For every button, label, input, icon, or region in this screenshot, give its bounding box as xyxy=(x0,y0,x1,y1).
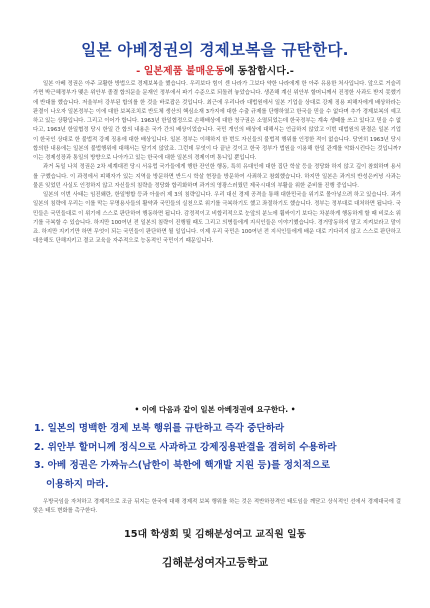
statement-body xyxy=(33,80,401,378)
subtitle-prefix: - xyxy=(136,66,144,77)
demand-item-3-continued: 이용하지 마라. xyxy=(46,478,109,490)
demand-item-2: 2. 위안부 할머니께 정식으로 사과하고 강제징용판결을 겸허히 수용하라 xyxy=(34,441,337,453)
page-title: 일본 아베정권의 경제보복을 규탄한다. xyxy=(81,41,349,59)
body-paragraph-3: 일본의 이번 사태는 임진왜란, 한일병합 등과 아울러 제 3의 침략입니다. 우리 대신 경제 공격을 통해 대한민국을 위기로 몰아넣으려 하고 있습니다. 과거 일본의 침략에 우리는 이를 막는 무명용사들의 활약과 국민들의 실천으로 위기를 극복하기도 했고 좌절하기도 했습니다. 정부는 정부대로 대처하면 됩니다. 국민들은 국민들대로 이 위기에 스스로 판단하여 행동하면 됩니다. 감정적이고 비합리적으로 눈앞의 분노에 휩싸이기 보다는 차분하게 행동하게 할 때 비로소 위기를 극복할 수 있습니다. 하지만 100여년 전 일본의 침략이 진행될 때도 그리고 의병들에게 지식인들은 이야기했습니다. 경거망동하지 말고 지켜보라고 말이죠. 하지만 지키기만 하면 무엇이 되는 국민들이 판단하면 될 일입니다. 이제 우리 국민은 100여년 전 지식인들에게 배운 대로 기다리지 않고 스스로 판단하고 대응해도 단해지키고 결코 교육을 자주적으로 능동적인 국민이기 때문입니다. xyxy=(33,192,401,245)
demand-item-1: 1. 일본의 명백한 경제 보복 행위를 규탄하고 즉각 중단하라 xyxy=(34,423,285,434)
school-name: 김해분성여자고등학교 xyxy=(161,556,269,569)
signatories-line: 15대 학생회 및 김해분성여고 교직원 일동 xyxy=(123,529,307,540)
closing-statement xyxy=(33,498,401,520)
page-subtitle xyxy=(0,62,430,77)
demands-intro: • 이에 다음과 같이 일본 아베정권에 요구한다. • xyxy=(134,405,296,414)
subtitle-suffix: 에 동참합시다.- xyxy=(224,66,294,77)
demands-list xyxy=(34,420,414,494)
body-paragraph-2: 과거 독일 나치 정권은 2차 세계대전 당시 서유럽 국가들에게 행한 잔인한 행동, 특히 유대인에 대한 집단 학살 등을 정당화 하지 않고 깊이 참회하며 용서를 구했습니다. 이 과정에서 피해자가 있는 지역을 방문하면 반드시 학살 현장을 방문하여 사죄하고 참회했습니다. 하지만 일본은 과거의 반성은커녕 사과는 물론 잊었던 사실도 인정하지 않고 자신들의 침략을 정당화 합리화하며 과거의 영광스러웠던 제국시대의 부활을 위한 준비를 진행 중입니다. xyxy=(33,164,401,189)
demand-item-3: 3. 아베 정권은 가짜뉴스(남한이 북한에 핵개발 지원 등)를 정치적으로 xyxy=(34,460,331,471)
closing-text: 우방국임을 자처하고 경제적으로 조금 뒤지는 한국에 대해 경제적 보복 행위를 하는 것은 적반하장격인 태도임을 깨닫고 상식적인 선에서 경제대국에 걸맞은 태도 변화를 촉구한다. xyxy=(33,499,401,515)
subtitle-highlight: 일본제품 불매운동 xyxy=(143,66,225,77)
body-paragraph-1: 일본 아베 정권은 아주 교활한 방법으로 경제보복을 했습니다. 우리보다 힘이 센 나라가 그보다 약한 나라에게 한 아주 유용한 처사입니다. 앞으로 거슬리 가면 박근혜정부가 맺은 위안부 졸결 합의문을 문재인 정부에서 파기 수준으로 되돌려 놓았습니다. 생존해 계신 위안부 할머니께서 진정한 사과도 받지 못했기에 반대를 했습니다. 저울부터 강부된 합의를 한 것을 바로잡은 것입니다. 최근에 우리나라 대법원에서 일본 기업을 상대로 강제 징용 피해자에게 배상하라는 판결이 나오자 일본정부는 이에 대한 보복조치로 반도체 생산의 핵심소재 3가지에 대한 수출 규제를 단행하였고 한국을 믿을 수 없다며 추가 경제보복의 예고하고 있는 상황입니다. 그리고 이어가 합니다. 1963년 한일협정으로 손해배상에 대한 청구권은 소멸되었는데 한국정부는 계속 생떼를 쓰고 있다고 믿을 수 없다고, 1963년 한일협정 당시 한일 간 합의 내용은 국가 간의 배상이었습니다. 국민 개인의 배상에 대해서는 언급하지 않았고 이번 대법원의 판결은 일본 기업이 한국인 상대로 한 불법적 강제 징용에 대한 배상입니다. 일본 정부는 이해하지 한 번도 자신들의 불법적 행위를 인정한 적이 없습니다. 당연히 1963년 당시 합의한 내용에는 일본의 불법행위에 대해서는 담기지 않았죠. 그런데 무엇이 다 끝난 것이고 한국 정부가 법원을 이용해 한일 관계를 악화시킨다는 것입니까? 이는 경제성장과 통일의 방향으로 나아가고 있는 한국에 대한 일본의 경제이며 통니입 뿐입니다. xyxy=(33,81,401,161)
